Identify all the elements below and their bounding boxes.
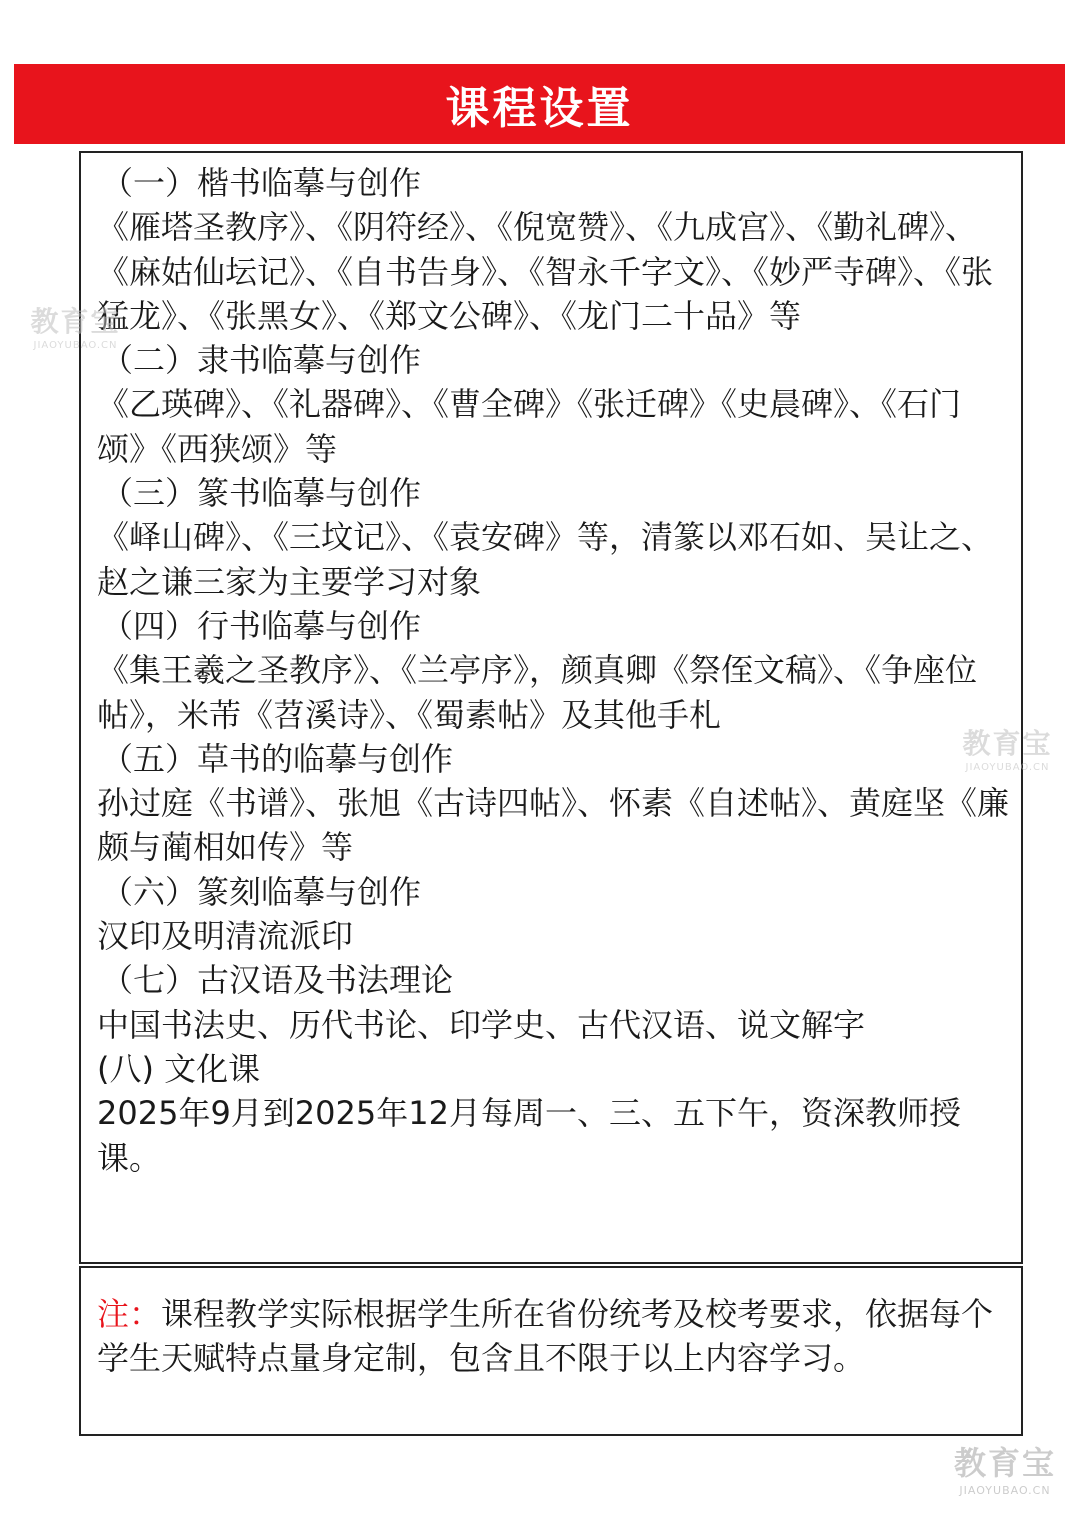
section-body: 2025年9月到2025年12月每周一、三、五下午，资深教师授课。	[97, 1094, 961, 1177]
section-body: 汉印及明清流派印	[97, 917, 354, 956]
watermark-logo: 教育宝	[953, 1444, 1056, 1482]
section-heading: （二）隶书临摹与创作	[101, 341, 422, 380]
section-body: 《峄山碑》、《三坟记》、《袁安碑》等，清篆以邓石如、吴让之、赵之谦三家为主要学习对象	[97, 518, 994, 601]
section-heading: （三）篆书临摹与创作	[101, 474, 422, 513]
section-body: 《雁塔圣教序》、《阴符经》、《倪宽赞》、《九成宫》、《勤礼碑》、《麻姑仙坛记》、《自书告身》、《智永千字文》、《妙严寺碑》、《张猛龙》、《张黑女》、《郑文公碑》、《龙门二十品》等	[97, 208, 994, 335]
note-body: 课程教学实际根据学生所在省份统考及校考要求，依据每个学生天赋特点量身定制，包含且不限于以上内容学习。	[97, 1295, 994, 1377]
section-heading: （六）篆刻临摹与创作	[101, 872, 422, 911]
section-heading: (八) 文化课	[97, 1049, 261, 1088]
note-text	[97, 1292, 1009, 1380]
section-body: 中国书法史、历代书论、印学史、古代汉语、说文解字	[97, 1005, 866, 1044]
section-body: 孙过庭《书谱》、张旭《古诗四帖》、怀素《自述帖》、黄庭坚《廉颇与蔺相如传》等	[97, 784, 1010, 867]
course-list	[97, 161, 1009, 1180]
note-label: 注：	[97, 1295, 162, 1333]
watermark-bottom	[945, 1438, 1065, 1497]
watermark-logo: 教育宝	[30, 305, 121, 338]
note-box	[79, 1266, 1023, 1436]
section-heading: （一）楷书临摹与创作	[101, 164, 422, 202]
page-title: 课程设置	[445, 83, 634, 134]
section-heading: （七）古汉语及书法理论	[101, 961, 454, 1000]
watermark-url: JIAOYUBAO.CN	[959, 1484, 1051, 1497]
section-heading: （五）草书的临摹与创作	[101, 739, 454, 778]
watermark-url: JIAOYUBAO.CN	[33, 340, 118, 351]
section-heading: （四）行书临摹与创作	[101, 606, 422, 645]
watermark-logo: 教育宝	[962, 727, 1053, 760]
section-body: 《集王羲之圣教序》、《兰亭序》，颜真卿《祭侄文稿》、《争座位帖》，米芾《苕溪诗》、《蜀素帖》及其他手札	[97, 651, 978, 734]
watermark-url: JIAOYUBAO.CN	[965, 762, 1050, 773]
course-content-box	[79, 151, 1023, 1264]
section-body: 《乙瑛碑》、《礼器碑》、《曹全碑》《张迁碑》《史晨碑》、《石门颂》《西狭颂》等	[97, 385, 962, 468]
title-banner	[14, 64, 1065, 144]
